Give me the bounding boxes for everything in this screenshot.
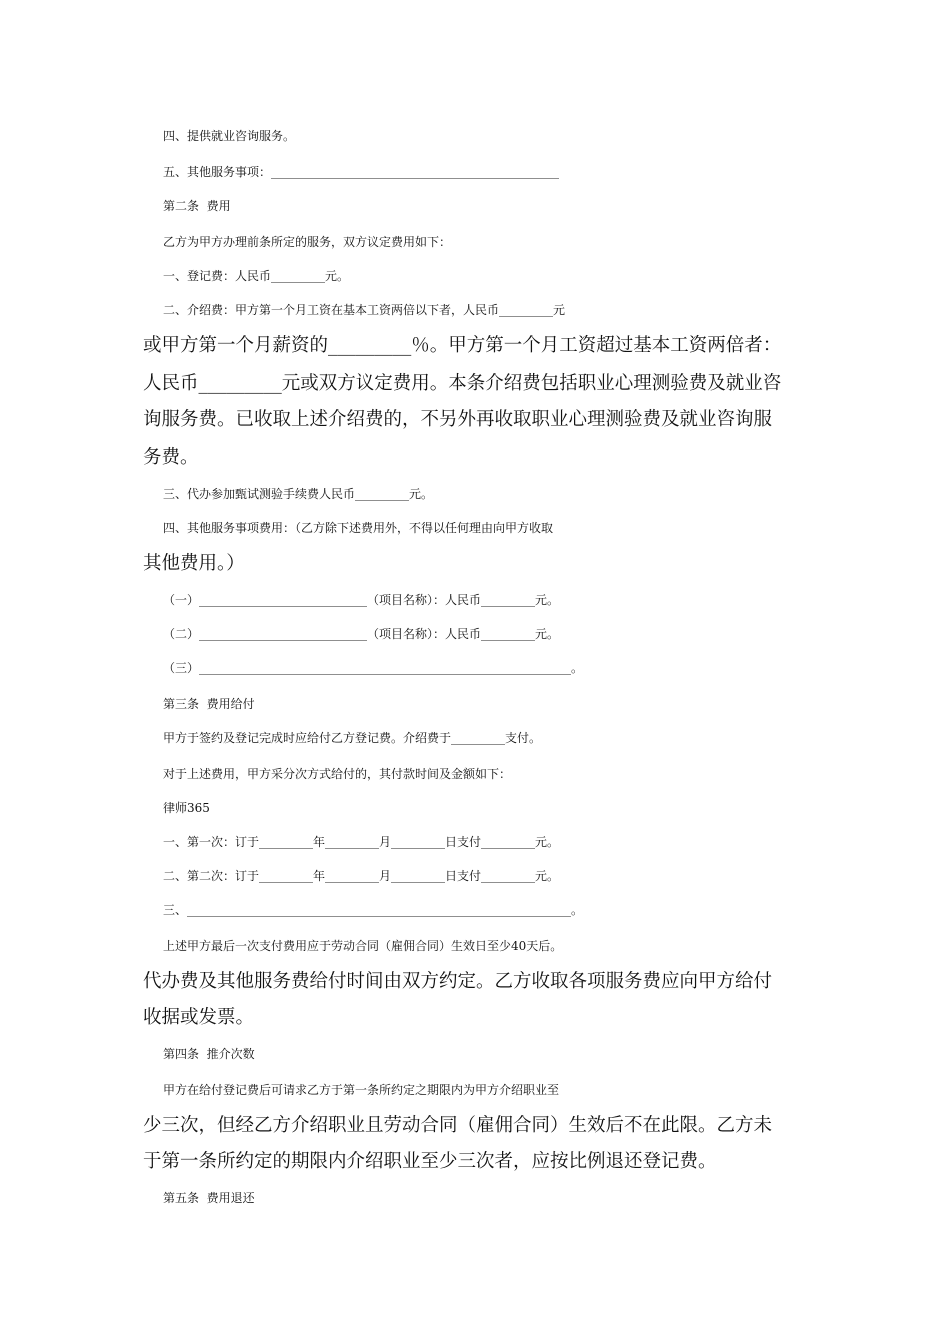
text-line: 甲方于签约及登记完成时应给付乙方登记费。介绍费于_________支付。 (163, 731, 542, 745)
text-line: （三）______________________________________________________________。 (163, 661, 584, 675)
text-line: （一）____________________________（项目名称）：人民币_________元。 (163, 593, 560, 607)
section-heading: 第四条 推介次数 (163, 1047, 255, 1061)
text-line: 二、介绍费：甲方第一个月工资在基本工资两倍以下者，人民币_________元 (163, 303, 566, 317)
text-line: 对于上述费用，甲方采分次方式给付的，其付款时间及金额如下： (163, 767, 512, 781)
text-line: 于第一条所约定的期限内介绍职业至少三次者，应按比例退还登记费。 (143, 1151, 717, 1172)
text-line: 律师365 (163, 801, 210, 815)
text-line: 一、第一次：订于_________年_________月_________日支付_________元。 (163, 835, 560, 849)
text-line: 收据或发票。 (143, 1007, 255, 1028)
text-line: 或甲方第一个月薪资的_________％。甲方第一个月工资超过基本工资两倍者： (143, 335, 782, 356)
text-line: 三、代办参加甄试测验手续费人民币_________元。 (163, 487, 434, 501)
text-line: 四、其他服务事项费用：（乙方除下述费用外，不得以任何理由向甲方收取 (163, 521, 554, 535)
text-line: 询服务费。已收取上述介绍费的，不另外再收取职业心理测验费及就业咨询服 (143, 409, 773, 430)
text-line: 二、第二次：订于_________年_________月_________日支付_________元。 (163, 869, 560, 883)
text-line: 乙方为甲方办理前条所定的服务，双方议定费用如下： (163, 235, 452, 249)
section-heading: 第三条 费用给付 (163, 697, 255, 711)
text-line: 一、登记费：人民币_________元。 (163, 269, 350, 283)
text-line: 三、________________________________________________________________。 (163, 903, 584, 917)
text-line: 人民币_________元或双方议定费用。本条介绍费包括职业心理测验费及就业咨 (143, 373, 782, 394)
text-line: 务费。 (143, 447, 199, 468)
text-line: 四、提供就业咨询服务。 (163, 129, 296, 143)
text-line: （二）____________________________（项目名称）：人民币_________元。 (163, 627, 560, 641)
text-line: 代办费及其他服务费给付时间由双方约定。乙方收取各项服务费应向甲方给付 (143, 971, 773, 992)
text-line: 少三次，但经乙方介绍职业且劳动合同（雇佣合同）生效后不在此限。乙方未 (143, 1115, 773, 1136)
section-heading: 第二条 费用 (163, 199, 231, 213)
text-line: 其他费用。） (143, 553, 245, 574)
text-line: 甲方在给付登记费后可请求乙方于第一条所约定之期限内为甲方介绍职业至 (163, 1083, 560, 1097)
text-line: 上述甲方最后一次支付费用应于劳动合同（雇佣合同）生效日至少40天后。 (163, 939, 563, 953)
section-heading: 第五条 费用退还 (163, 1191, 255, 1205)
text-line: 五、其他服务事项：________________________________________________ (163, 165, 560, 179)
